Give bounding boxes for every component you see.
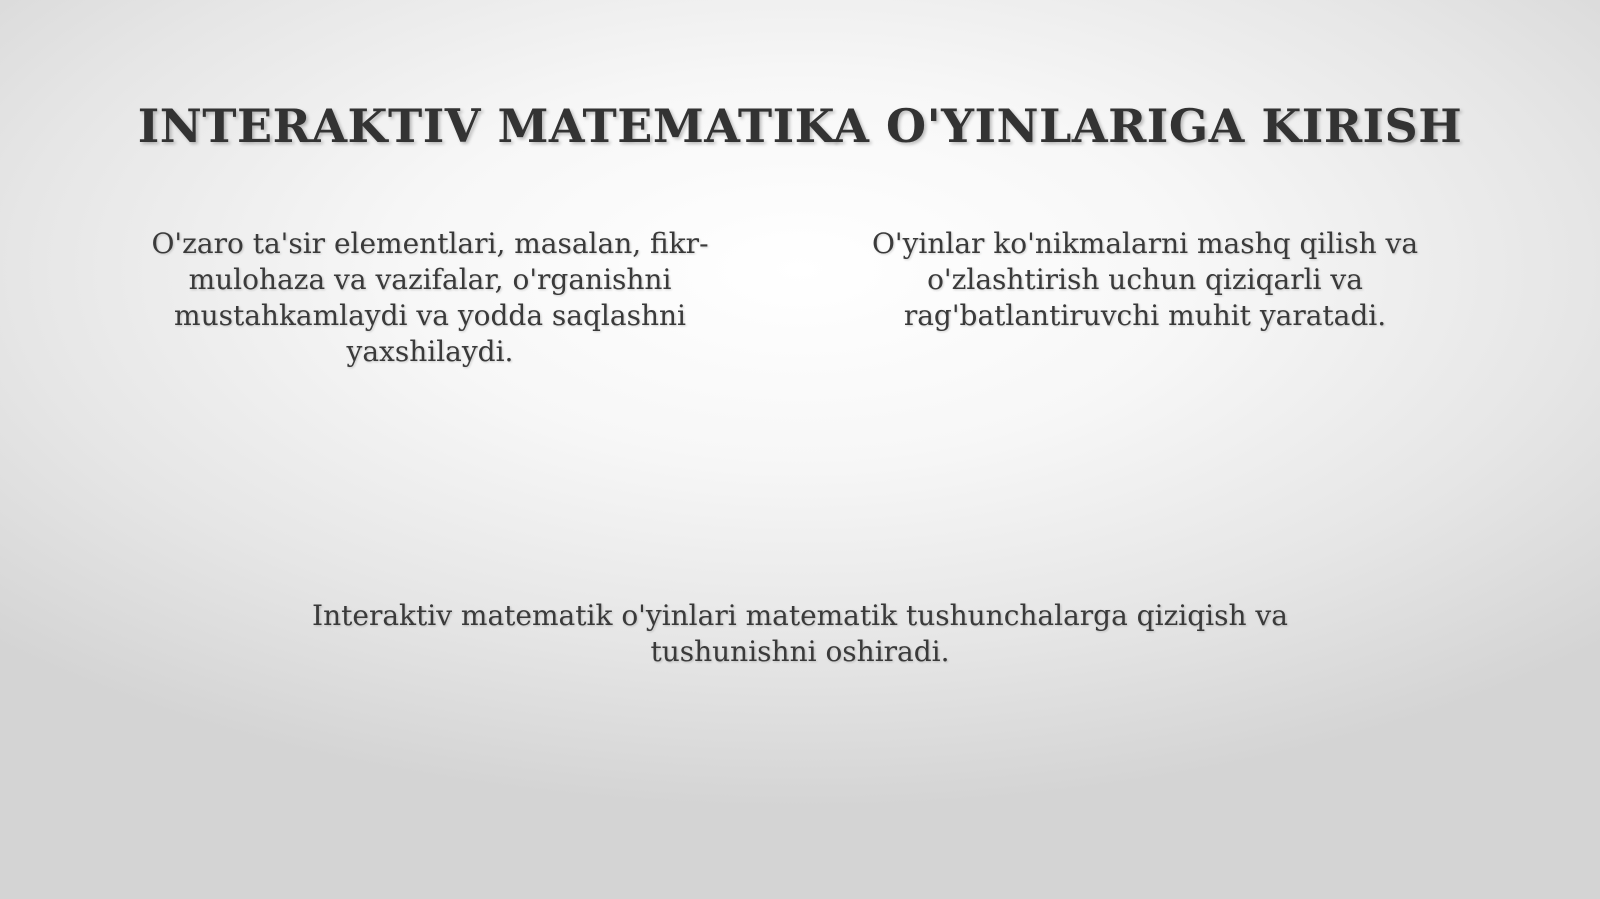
slide-title: INTERAKTIV MATEMATIKA O'YINLARIGA KIRISH <box>137 98 1463 153</box>
left-text-block: O'zaro ta'sir elementlari, masalan, fikr-mulohaza va vazifalar, o'rganishni mustahkamlaydi va yodda saqlashni yaxshilaydi. <box>151 227 709 368</box>
right-text-block: O'yinlar ko'nikmalarni mashq qilish va o'zlashtirish uchun qiziqarli va rag'batlantiruvchi muhit yaratadi. <box>871 227 1419 332</box>
bottom-text-block: Interaktiv matematik o'yinlari matematik tushunchalarga qiziqish va tushunishni oshiradi. <box>312 599 1288 668</box>
